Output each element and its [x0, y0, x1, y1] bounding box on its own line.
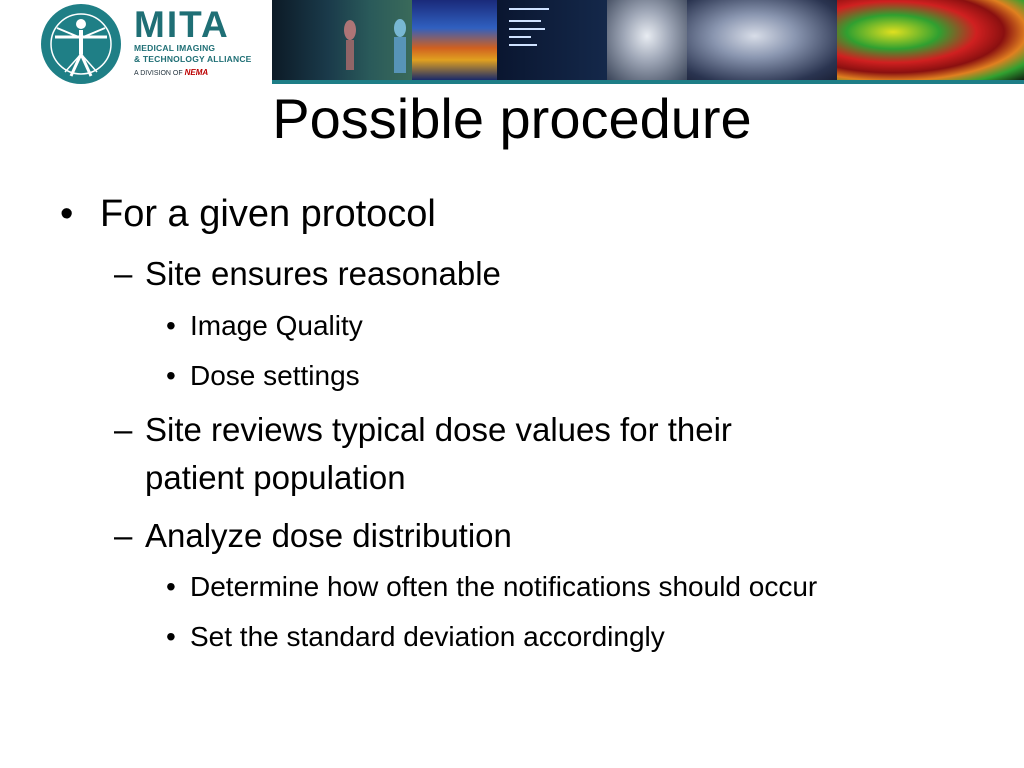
bullet-marker: •: [60, 193, 74, 235]
bullet-marker: •: [166, 571, 176, 602]
division-name: NEMA: [184, 68, 209, 77]
header-banner: [0, 0, 1024, 84]
logo-name: MITA: [134, 4, 230, 45]
ultrasound-screen-image: [497, 0, 607, 80]
knee-xray-image: [607, 0, 687, 80]
bullet-text: Dose settings: [190, 360, 360, 391]
bullet-text: patient population: [145, 459, 406, 496]
vitruvian-figure-icon: [41, 4, 121, 84]
body-figures-icon: [272, 0, 412, 80]
bullet-marker: •: [166, 360, 176, 391]
bullet-text: Analyze dose distribution: [145, 517, 512, 554]
skull-xray-image: [687, 0, 837, 80]
mita-logo-text: [134, 6, 252, 77]
screen-readout-icon: [497, 0, 607, 80]
body-scan-image: [272, 0, 412, 80]
bullet-text: Image Quality: [190, 310, 363, 341]
bullet-text: For a given protocol: [100, 193, 436, 235]
mita-logo-emblem: [41, 4, 121, 84]
medical-imagery-strip: [272, 0, 1024, 84]
bullet-text: Site ensures reasonable: [145, 255, 501, 292]
logo-subtitle-line1: MEDICAL IMAGING: [134, 43, 216, 53]
bullet-text: Determine how often the notifications should occur: [190, 571, 818, 602]
bullet-marker: •: [166, 310, 176, 341]
slide-title: Possible procedure: [272, 87, 752, 150]
logo-division: [134, 68, 252, 77]
dash-marker: –: [114, 255, 133, 292]
bullet-text: Set the standard deviation accordingly: [190, 621, 665, 652]
dash-marker: –: [114, 411, 133, 448]
logo-subtitle-line2: & TECHNOLOGY ALLIANCE: [134, 54, 252, 64]
ultrasound-doppler-image: [412, 0, 497, 80]
banner-underline: [272, 80, 1024, 84]
division-prefix: A DIVISION OF: [134, 70, 183, 77]
bullet-marker: •: [166, 621, 176, 652]
thermal-scan-image: [837, 0, 1024, 80]
bullet-text: Site reviews typical dose values for their: [145, 411, 732, 448]
dash-marker: –: [114, 517, 133, 554]
